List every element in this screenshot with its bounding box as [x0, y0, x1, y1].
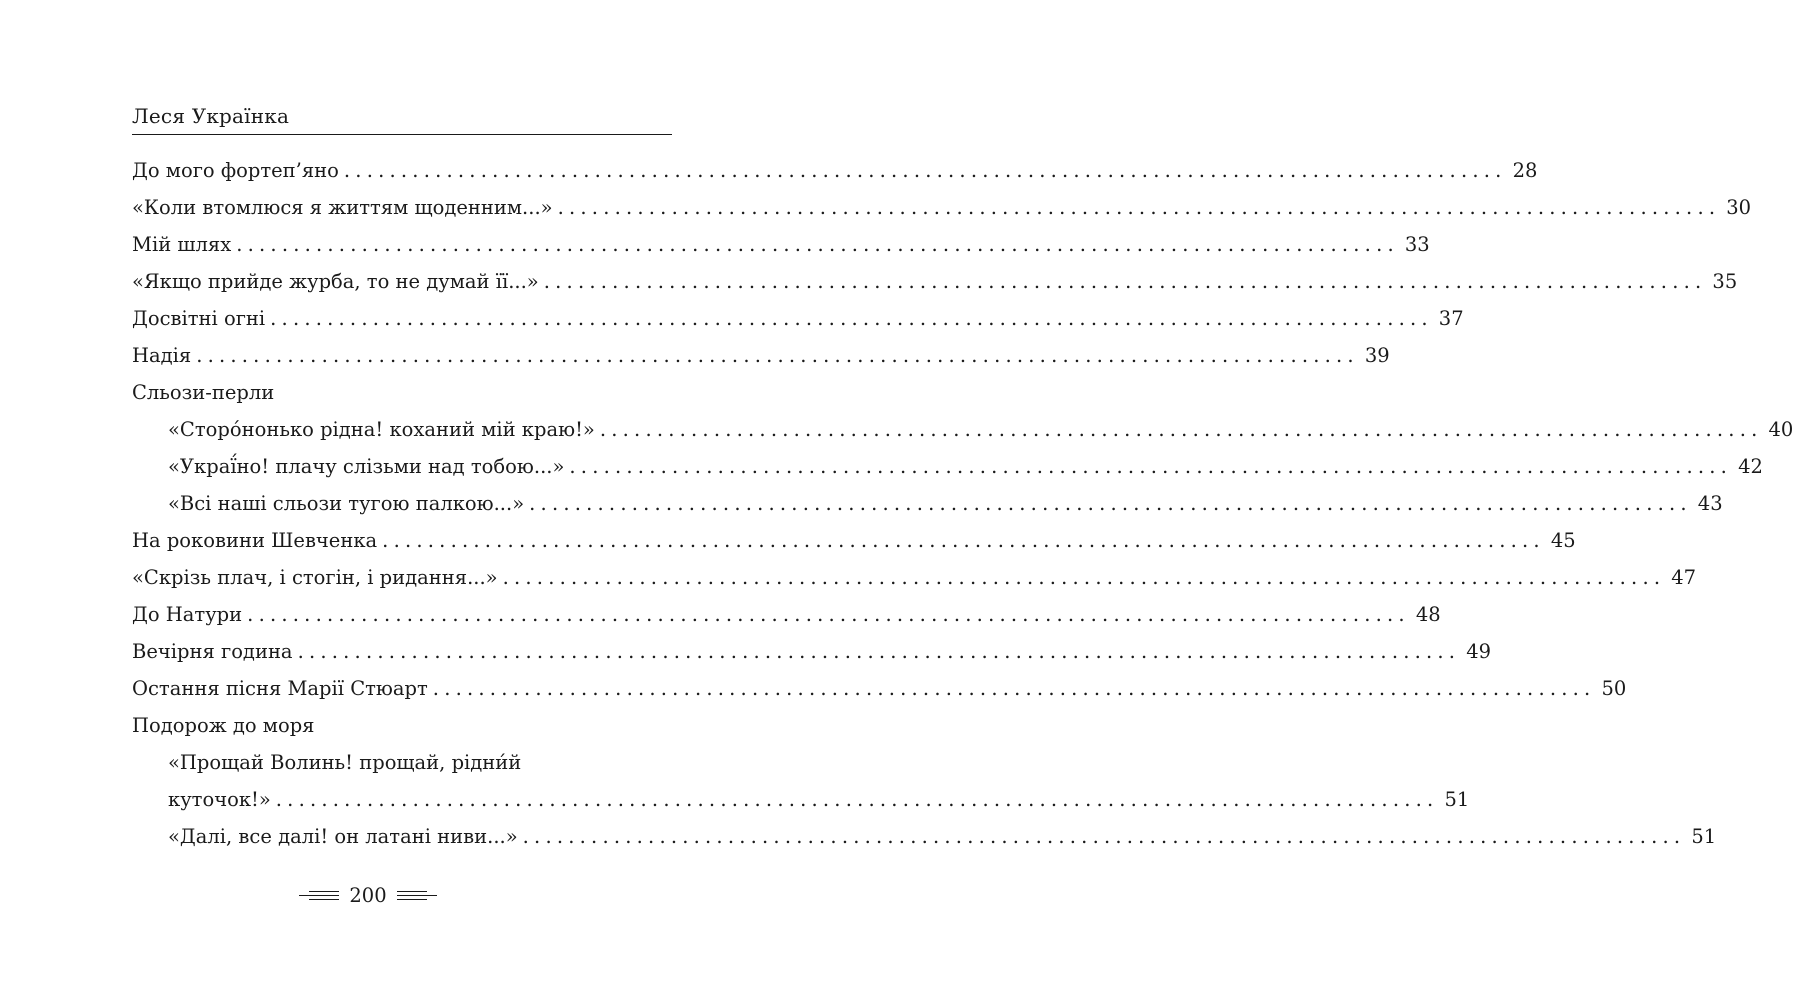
toc-entry-first-line [132, 744, 670, 781]
toc-entry-title: куточок!» [168, 788, 271, 811]
toc-entry-title: Досвітні огні [132, 307, 266, 330]
toc-entry-title: До Натури [132, 603, 243, 626]
table-of-contents [132, 152, 1793, 855]
toc-entry-title: «Всі наші сльози тугою палкою...» [168, 492, 525, 515]
toc-entry [132, 818, 1717, 855]
toc-entry-title: «Далі, все далі! он латані ниви...» [168, 825, 518, 848]
dot-leader: ...................................................................................................... [522, 825, 1686, 848]
toc-entry [132, 226, 1430, 263]
toc-entry-page: 50 [1601, 677, 1627, 700]
toc-entry-title: Остання пісня Марії Стюарт [132, 677, 428, 700]
toc-entry-page: 47 [1671, 566, 1697, 589]
dot-leader: ...................................................................................................... [247, 603, 1410, 626]
toc-entry-title: Мій шлях [132, 233, 232, 256]
toc-entry-title: Подорож до моря [132, 714, 315, 737]
toc-entry-page: 28 [1512, 159, 1538, 182]
dot-leader: ...................................................................................................... [275, 788, 1439, 811]
toc-entry-page: 35 [1712, 270, 1738, 293]
toc-entry-page: 33 [1404, 233, 1430, 256]
dot-leader: ...................................................................................................... [529, 492, 1692, 515]
toc-entry-page: 51 [1444, 788, 1470, 811]
toc-entry-page: 49 [1466, 640, 1492, 663]
toc-entry [132, 485, 1723, 522]
toc-entry-page: 42 [1738, 455, 1763, 478]
dot-leader: ...................................................................................................... [569, 455, 1733, 478]
dot-leader: ...................................................................................................... [382, 529, 1545, 552]
dot-leader: ...................................................................................................... [502, 566, 1666, 589]
toc-section-heading [132, 374, 670, 411]
dot-leader: ...................................................................................................... [599, 418, 1763, 441]
toc-entry [132, 448, 1763, 485]
toc-entry-page: 43 [1697, 492, 1723, 515]
toc-entry [132, 559, 1697, 596]
footer-ornament-right [397, 891, 437, 900]
toc-entry-title: «Скрізь плач, і стогін, і ридання...» [132, 566, 498, 589]
running-header [132, 100, 672, 135]
toc-entry-title: «Прощай Волинь! прощай, рідни́й [168, 751, 522, 774]
toc-entry-title: Надія [132, 344, 192, 367]
toc-entry [132, 337, 1390, 374]
toc-entry [132, 596, 1441, 633]
toc-entry [132, 300, 1464, 337]
running-title: Леся Українка [132, 104, 290, 128]
toc-entry-title: Сльози-перли [132, 381, 275, 404]
dot-leader: ...................................................................................................... [196, 344, 1359, 367]
toc-entry-title: «Сторóнонько рідна! коханий мій краю!» [168, 418, 595, 441]
dot-leader: ...................................................................................................... [432, 677, 1596, 700]
toc-entry [132, 411, 1793, 448]
dot-leader: ...................................................................................................... [343, 159, 1507, 182]
toc-entry-page: 39 [1364, 344, 1390, 367]
footer-ornament-left [299, 891, 339, 900]
dot-leader: ...................................................................................................... [270, 307, 1433, 330]
toc-entry-page: 40 [1768, 418, 1793, 441]
toc-entry [132, 189, 1752, 226]
toc-entry [132, 522, 1576, 559]
dot-leader: ...................................................................................................... [557, 196, 1721, 219]
toc-entry [132, 670, 1627, 707]
page-number: 200 [349, 884, 387, 907]
toc-entry-page: 45 [1550, 529, 1576, 552]
toc-entry-page: 51 [1691, 825, 1717, 848]
toc-entry-title: До мого фортеп’яно [132, 159, 339, 182]
toc-entry [132, 781, 1470, 818]
toc-entry-title: «Украї́но! плачу слізьми над тобою...» [168, 455, 565, 478]
dot-leader: ...................................................................................................... [543, 270, 1707, 293]
dot-leader: ...................................................................................................... [297, 640, 1461, 663]
toc-entry-title: На роковини Шевченка [132, 529, 378, 552]
toc-entry [132, 263, 1738, 300]
toc-entry-title: Вечірня година [132, 640, 293, 663]
dot-leader: ...................................................................................................... [236, 233, 1399, 256]
toc-entry [132, 152, 1538, 189]
toc-entry [132, 633, 1492, 670]
toc-entry-title: «Коли втомлюся я життям щоденним...» [132, 196, 553, 219]
toc-entry-title: «Якщо прийде журба, то не думай її...» [132, 270, 539, 293]
toc-entry-page: 37 [1438, 307, 1464, 330]
toc-entry-page: 48 [1415, 603, 1441, 626]
page-footer [0, 884, 736, 907]
toc-section-heading [132, 707, 670, 744]
toc-entry-page: 30 [1726, 196, 1752, 219]
